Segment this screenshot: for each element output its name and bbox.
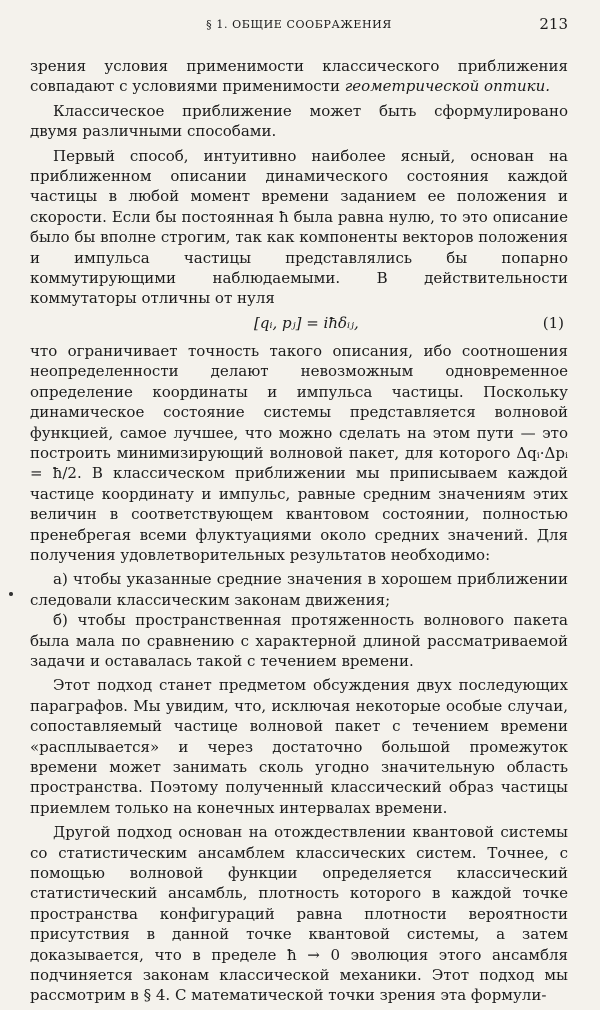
paragraph-6: Другой подход основан на отождествлении квантовой системы со статистическим ансамблем классических систем. Точнее, с помощью волновой функции определяется классический статистический ансамбль, плотность которого в каждой точке пространства конфигураций равна плотности вероятности присутствия в данной точке квантовой системы, а затем доказывается, что в пределе ħ → 0 эволюция этого ансамбля подчиняется законам классической механики. Этот подход мы рассмотрим в § 4. С математической точки зрения эта формули- [30,823,568,1005]
page-body [30,56,568,1010]
paragraph-3: Первый способ, интуитивно наиболее ясный, основан на приближенном описании динамического состояния каждой частицы в любой момент времени заданием ее положения и скорости. Если бы постоянная ħ была равна нулю, то это описание было бы вполне строгим, так как компоненты векторов положения и импульса частицы представлялись бы попарно коммутирующими наблюдаемыми. В действительности коммутаторы отличны от нуля [30,146,568,308]
list-item-b: б) чтобы пространственная протяженность волнового пакета была мала по сравнению с характерной длиной рассматриваемой задачи и оставалась такой с течением времени. [30,611,568,670]
equation-number: (1) [542,313,564,332]
paragraph-1 [30,56,568,97]
paragraph-4: что ограничивает точность такого описания, ибо соотношения неопределенности делают невозможным одновременное определение координаты и импульса частицы. Поскольку динамическое состояние системы представляется волновой функцией, самое лучшее, что можно сделать на этом пути — это построить минимизирующий волновой пакет, для которого Δqᵢ·Δpᵢ = ħ/2. В классическом приближении мы приписываем каждой частице координату и импульс, равные средним значениям этих величин в соответствующем квантовом состоянии, полностью пренебрегая всеми флуктуациями около средних значений. Для получения удовлетворительных результатов необходимо: [30,341,568,564]
paragraph-1-emphasis: геометрической оптики. [344,77,550,96]
paragraph-2: Классическое приближение может быть сформулировано двумя различными способами. [30,101,568,141]
paragraph-5: Этот подход станет предметом обсуждения двух последующих параграфов. Мы увидим, что, исключая некоторые особые случаи, сопоставляемый частице волновой пакет с течением времени «расплывается» и через достаточно большой промежуток времени может занимать сколь угодно значительную область пространства. Поэтому полученный классический образ частицы приемлем только на конечных интервалах времени. [30,676,568,817]
paragraph-1-text: зрения условия применимости классического приближения совпадают с условиями применимости [30,57,568,96]
margin-mark [9,592,13,596]
equation-commutator: [qᵢ, pⱼ] = iħδᵢⱼ, [254,313,359,332]
equation-row [30,311,568,337]
page-header [30,14,568,36]
running-head: § 1. ОБЩИЕ СООБРАЖЕНИЯ [206,18,392,31]
list-item-a: а) чтобы указанные средние значения в хорошем приближении следовали классическим законам движения; [30,570,568,609]
page-number: 213 [539,15,568,33]
